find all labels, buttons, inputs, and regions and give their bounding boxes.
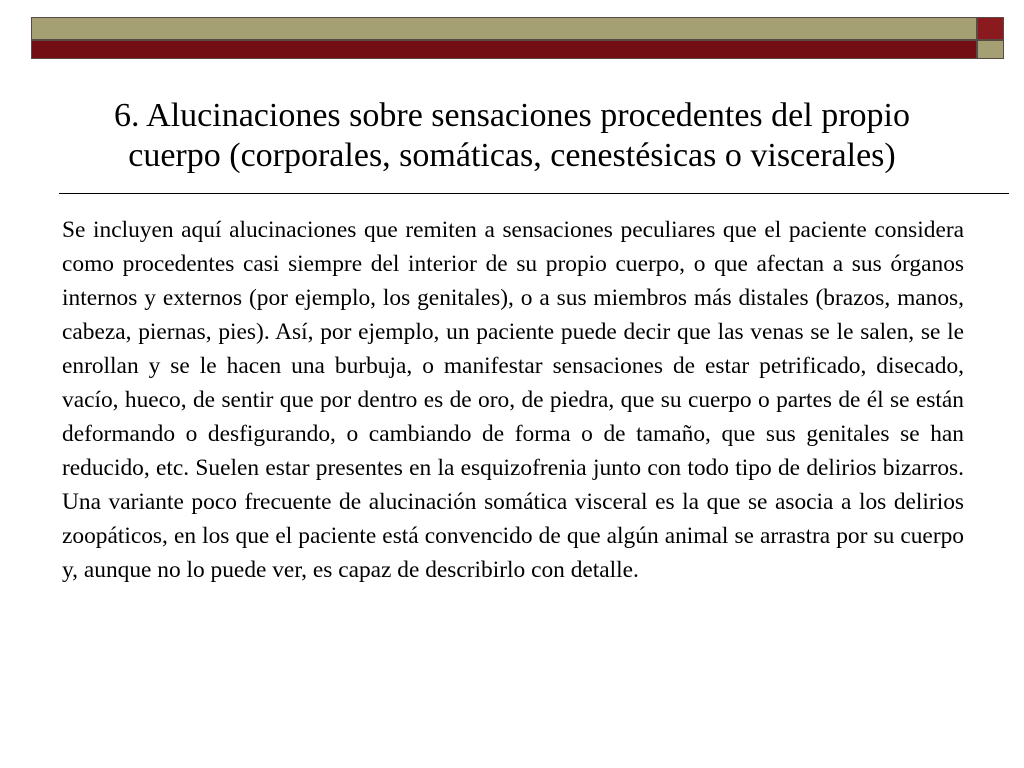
header-olive-bar: [31, 17, 977, 40]
header-maroon-bar: [31, 40, 977, 59]
header-accent-square-bottom: [977, 40, 1004, 59]
slide-title-line-2: cuerpo (corporales, somáticas, cenestésicas o viscerales): [128, 137, 896, 174]
title-divider: [59, 193, 1009, 194]
slide-body-text: Se incluyen aquí alucinaciones que remiten a sensaciones peculiares que el paciente considera como procedentes casi siempre del interior de su propio cuerpo, o que afectan a sus órganos internos y externos (por ejemplo, los genitales), o a sus miembros más distales (brazos, manos, cabeza, piernas, pies). Así, por ejemplo, un paciente puede decir que las venas se le salen, se le enrollan y se le hacen una burbuja, o manifestar sensaciones de estar petrificado, disecado, vacío, hueco, de sentir que por dentro es de oro, de piedra, que su cuerpo o partes de él se están deformando o desfigurando, o cambiando de forma o de tamaño, que sus genitales se han reducido, etc. Suelen estar presentes en la esquizofrenia junto con todo tipo de delirios bizarros. Una variante poco frecuente de alucinación somática visceral es la que se asocia a los delirios zoopáticos, en los que el paciente está convencido de que algún animal se arrastra por su cuerpo y, aunque no lo puede ver, es capaz de describirlo con detalle.: [62, 217, 964, 583]
header-accent-square-top: [977, 17, 1004, 40]
slide-title: [40, 96, 984, 176]
slide-title-line-1: 6. Alucinaciones sobre sensaciones procedentes del propio: [114, 97, 910, 134]
